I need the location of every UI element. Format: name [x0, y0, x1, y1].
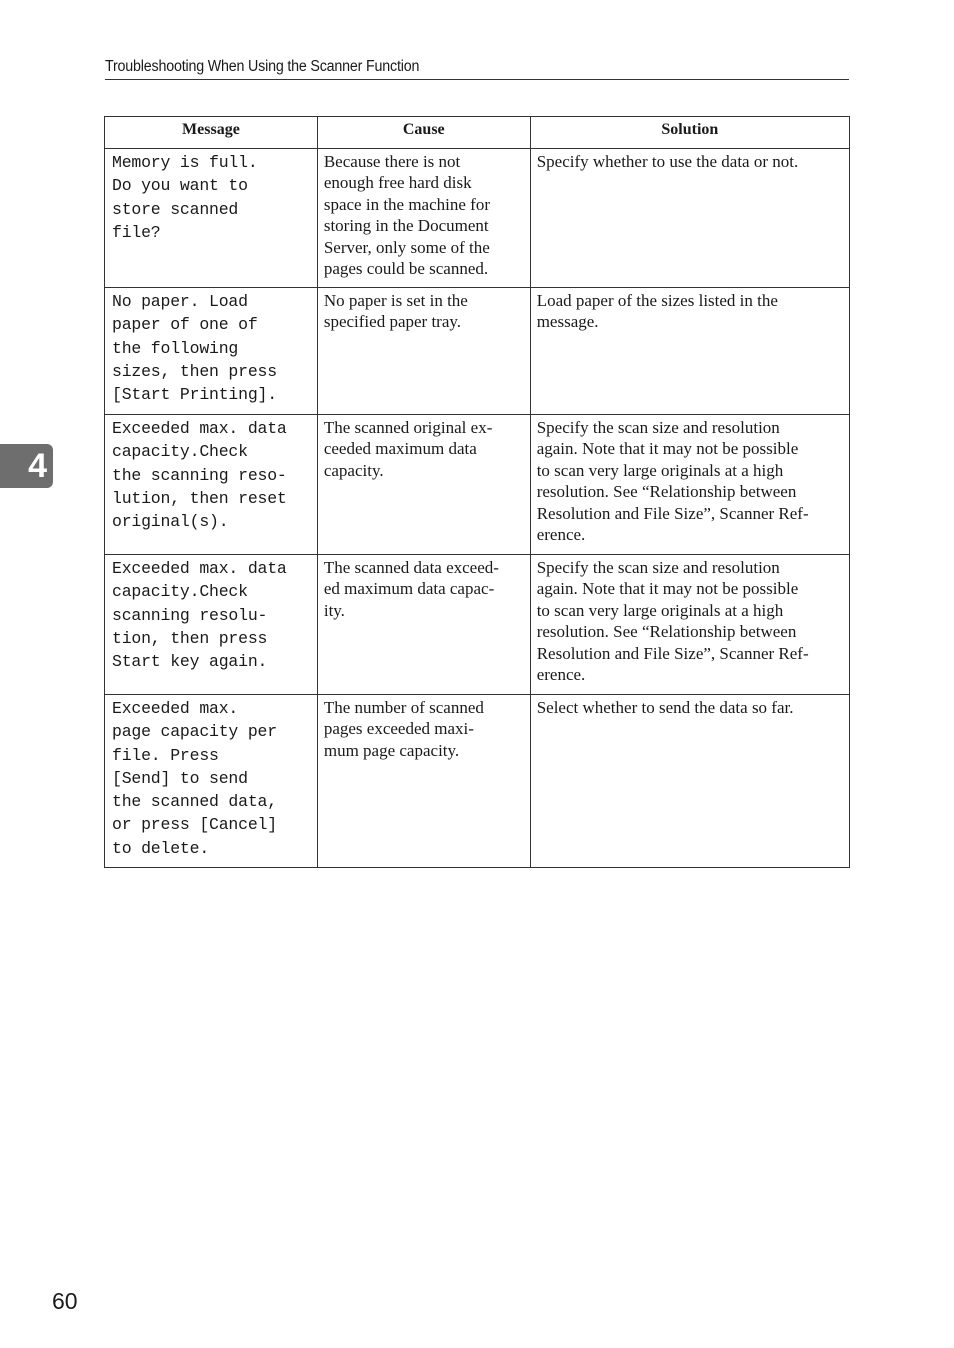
troubleshooting-table: [104, 116, 850, 868]
message-cell: Exceeded max. data capacity.Check scanning resolu- tion, then press Start key again.: [105, 555, 318, 695]
message-cell: Memory is full. Do you want to store scanned file?: [105, 149, 318, 288]
table-row: [105, 288, 850, 415]
cause-cell: The scanned data exceed- ed maximum data capac- ity.: [317, 555, 530, 695]
cause-cell: No paper is set in the specified paper tray.: [317, 288, 530, 415]
solution-cell: Specify whether to use the data or not.: [530, 149, 849, 288]
message-cell: Exceeded max. data capacity.Check the scanning reso- lution, then reset original(s).: [105, 415, 318, 555]
solution-cell: Select whether to send the data so far.: [530, 695, 849, 868]
column-header-cause: Cause: [317, 117, 530, 149]
running-header: [105, 56, 849, 80]
table-row: [105, 149, 850, 288]
chapter-tab: [0, 444, 53, 488]
message-cell: No paper. Load paper of one of the following sizes, then press [Start Printing].: [105, 288, 318, 415]
chapter-number: 4: [28, 447, 47, 485]
page-number: 60: [52, 1288, 78, 1314]
column-header-solution: Solution: [530, 117, 849, 149]
running-header-title: Troubleshooting When Using the Scanner Function: [105, 58, 420, 75]
column-header-message: Message: [105, 117, 318, 149]
table-row: [105, 415, 850, 555]
table-header-row: [105, 117, 850, 149]
cause-cell: The scanned original ex- ceeded maximum data capacity.: [317, 415, 530, 555]
solution-cell: Specify the scan size and resolution again. Note that it may not be possible to scan very large originals at a high resolution. See “Relationship between Resolution and File Size”, Scanner Ref- erence.: [530, 555, 849, 695]
cause-cell: Because there is not enough free hard disk space in the machine for storing in the Document Server, only some of the pages could be scanned.: [317, 149, 530, 288]
table-row: [105, 555, 850, 695]
table-row: [105, 695, 850, 868]
message-cell: Exceeded max. page capacity per file. Press [Send] to send the scanned data, or press [Cancel] to delete.: [105, 695, 318, 868]
cause-cell: The number of scanned pages exceeded maxi- mum page capacity.: [317, 695, 530, 868]
solution-cell: Load paper of the sizes listed in the message.: [530, 288, 849, 415]
solution-cell: Specify the scan size and resolution again. Note that it may not be possible to scan very large originals at a high resolution. See “Relationship between Resolution and File Size”, Scanner Ref- erence.: [530, 415, 849, 555]
